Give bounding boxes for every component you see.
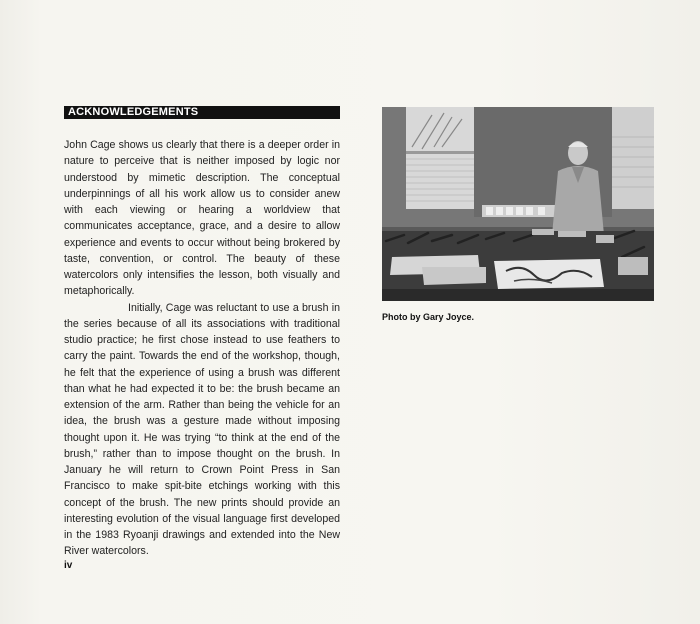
section-heading: ACKNOWLEDGEMENTS <box>64 106 340 119</box>
body-text <box>64 137 340 560</box>
paragraph-2: Initially, Cage was reluctant to use a brush in the series because of all its associations with traditional studio practice; he first chose instead to use feathers to carry the paint. Towards the end of the workshop, though, he felt that the experience of using a brush was different than what he had expected it to be: the brush became an extension of the arm. Rather than being the vehicle for an idea, the brush was a gesture made without imposing thought upon it. He was trying “to think at the end of the brush,” rather than to impose thought on the brush. In January he will return to Crown Point Press in San Francisco to make spit-bite etchings working with this concept of the brush. The new prints should provide an interesting evolution of the visual language first developed in the 1983 Ryoanji drawings and extended into the New River watercolors. <box>64 301 340 558</box>
page-number: iv <box>64 560 73 571</box>
photograph <box>382 107 654 301</box>
paragraph-1: John Cage shows us clearly that there is a deeper order in nature to perceive that is neither imposed by logic nor understood by mimetic description. The conceptual underpinnings of all his work allow us to consider anew with each viewing or hearing a worldview that communicates acceptance, grace, and a desire to allow experience and events to occur without being brokered by taste, convention, or control. The beauty of these watercolors only intensifies the lesson, both visually and metaphorically. <box>64 139 340 298</box>
photo-caption: Photo by Gary Joyce. <box>382 312 475 322</box>
